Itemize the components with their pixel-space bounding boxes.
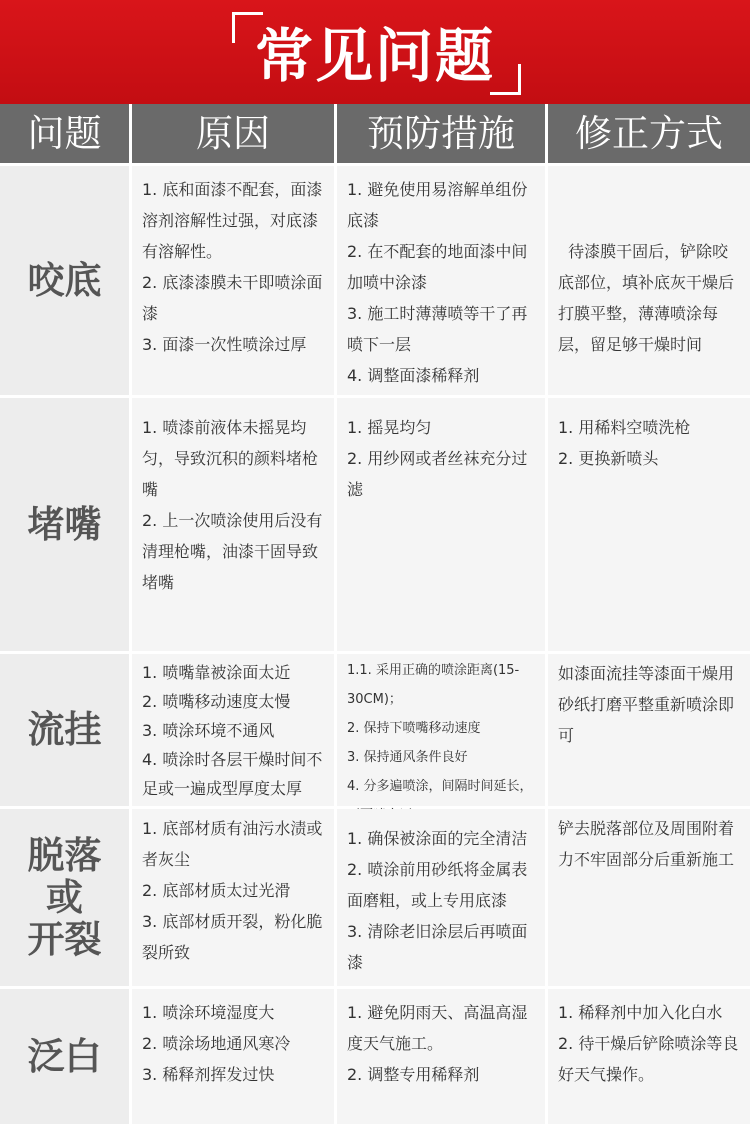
issue-cell: 咬底 xyxy=(0,166,132,398)
prevention-cell xyxy=(337,166,548,398)
fix-item: 如漆面流挂等漆面干燥用砂纸打磨平整重新喷涂即可 xyxy=(558,664,735,745)
fix-cell xyxy=(548,809,750,989)
prevention-cell xyxy=(337,654,548,809)
cause-item: 1. 喷漆前液体未摇晃均匀，导致沉积的颜料堵枪嘴 xyxy=(142,418,319,499)
prevention-item: 2. 保持下喷嘴移动速度 xyxy=(347,721,481,736)
prevention-item: 1. 摇晃均匀 xyxy=(347,418,432,437)
fix-cell xyxy=(548,654,750,809)
fix-item: 2. 待干燥后铲除喷涂等良好天气操作。 xyxy=(558,1034,739,1084)
cause-item: 1. 底和面漆不配套，面漆溶剂溶解性过强，对底漆有溶解性。 xyxy=(142,180,323,261)
cause-item: 1. 喷嘴靠被涂面太近 xyxy=(142,663,291,682)
cause-item: 1. 底部材质有油污水渍或者灰尘 xyxy=(142,819,323,869)
prevention-item: 1. 避免阴雨天、高温高湿度天气施工。 xyxy=(347,1003,528,1053)
prevention-cell xyxy=(337,989,548,1124)
cause-cell xyxy=(132,398,337,654)
prevention-item: 2. 在不配套的地面漆中间加喷中涂漆 xyxy=(347,242,528,292)
prevention-item: 4. 分多遍喷涂，间隔时间延长， xyxy=(347,779,533,794)
prevention-item: 3. 清除老旧涂层后再喷面漆 xyxy=(347,922,528,972)
cause-item: 2. 喷涂场地通风寒冷 xyxy=(142,1034,291,1053)
cause-cell xyxy=(132,809,337,989)
fix-cell xyxy=(548,989,750,1124)
prevention-item: 1.1. 采用正确的喷涂距离(15-30CM)； xyxy=(347,663,520,707)
cause-item: 1. 喷涂环境湿度大 xyxy=(142,1003,275,1022)
corner-bracket-bottom-right xyxy=(490,64,521,95)
header-problem: 问题 xyxy=(0,104,132,166)
issue-cell: 流挂 xyxy=(0,654,132,809)
cause-item: 3. 稀释剂挥发过快 xyxy=(142,1065,275,1084)
header-prevention: 预防措施 xyxy=(337,104,548,166)
cause-item: 2. 喷嘴移动速度太慢 xyxy=(142,692,291,711)
header-cause: 原因 xyxy=(132,104,337,166)
cause-item: 3. 面漆一次性喷涂过厚 xyxy=(142,335,307,354)
prevention-item: 1. 确保被涂面的完全清洁 xyxy=(347,829,528,848)
prevention-cell xyxy=(337,398,548,654)
title-banner xyxy=(0,0,750,104)
fix-item: 铲去脱落部位及周围附着力不牢固部分后重新施工 xyxy=(558,819,735,869)
cause-item: 2. 底部材质太过光滑 xyxy=(142,881,291,900)
prevention-item: 2. 用纱网或者丝袜充分过滤 xyxy=(347,449,528,499)
cause-item: 3. 底部材质开裂，粉化脆裂所致 xyxy=(142,912,323,962)
cause-item: 3. 喷涂环境不通风 xyxy=(142,721,275,740)
fix-item: 1. 用稀料空喷洗枪 xyxy=(558,418,691,437)
prevention-item: 3. 施工时薄薄喷等干了再喷下一层 xyxy=(347,304,528,354)
fix-cell xyxy=(548,398,750,654)
prevention-item: 3. 保持通风条件良好 xyxy=(347,750,468,765)
cause-cell xyxy=(132,989,337,1124)
fix-cell xyxy=(548,166,750,398)
prevention-cell xyxy=(337,809,548,989)
cause-item: 2. 上一次喷涂使用后没有清理枪嘴，油漆干固导致堵嘴 xyxy=(142,511,323,592)
issue-cell: 堵嘴 xyxy=(0,398,132,654)
prevention-item: 2. 调整专用稀释剂 xyxy=(347,1065,480,1084)
issue-cell: 泛白 xyxy=(0,989,132,1124)
header-fix: 修正方式 xyxy=(548,104,750,166)
fix-item: 1. 稀释剂中加入化白水 xyxy=(558,1003,723,1022)
prevention-item: 2. 喷涂前用砂纸将金属表面磨粗，或上专用底漆 xyxy=(347,860,528,910)
prevention-item: 1. 避免使用易溶解单组份底漆 xyxy=(347,180,528,230)
cause-cell xyxy=(132,166,337,398)
prevention-item: 4. 调整面漆稀释剂 xyxy=(347,366,480,385)
issue-cell: 脱落 或 开裂 xyxy=(0,809,132,989)
cause-cell xyxy=(132,654,337,809)
cause-item: 2. 底漆漆膜未干即喷涂面漆 xyxy=(142,273,323,323)
page-title: 常见问题 xyxy=(254,22,495,90)
faq-table xyxy=(0,104,750,1124)
fix-item: 待漆膜干固后，铲除咬底部位，填补底灰干燥后打膜平整，薄薄喷涂每层，留足够干燥时间 xyxy=(558,242,735,354)
cause-item: 4. 喷涂时各层干燥时间不足或一遍成型厚度太厚 xyxy=(142,750,323,798)
fix-item: 2. 更换新喷头 xyxy=(558,449,659,468)
